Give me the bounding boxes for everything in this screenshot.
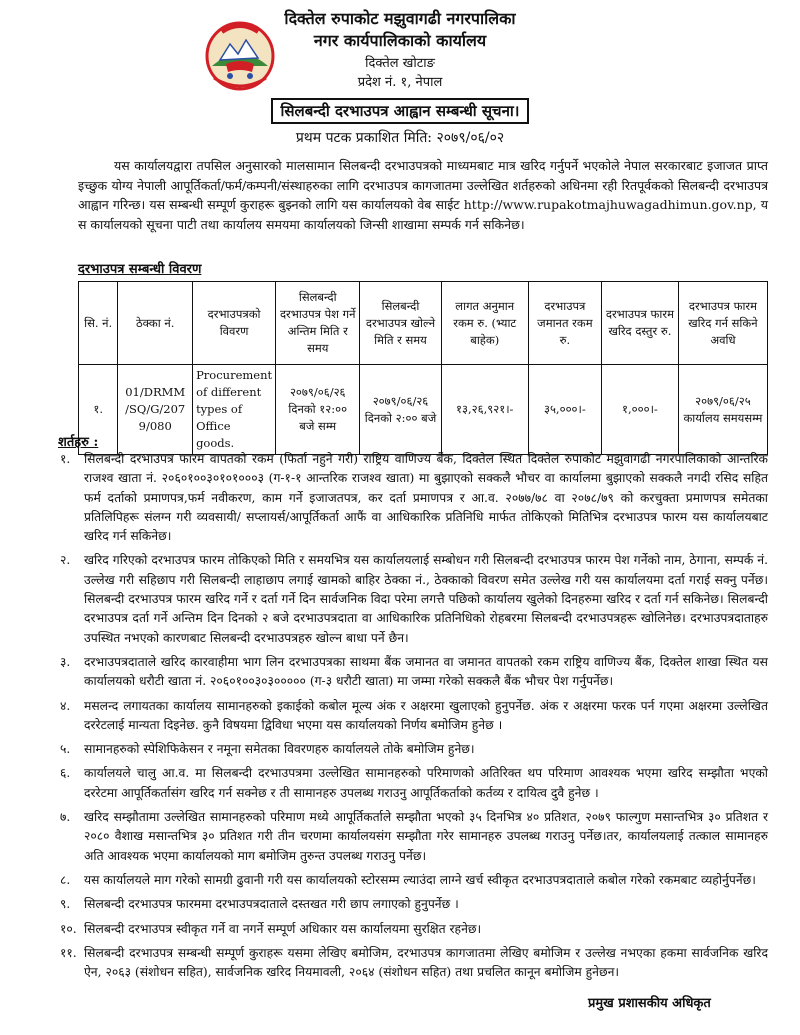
term-text: सिलबन्दी दरभाउपत्र फारम वापतको रकम (फिर्ता नहुने गरी) राष्ट्रिय वाणिज्य बैंक, दिक्तेल स्थित दिक्तेल रुपाकोट मझुवागढी नगरपालिकाको आन्तरिक राजश्व खाता नं. २०६०१००३०१०१०००३ (ग-१-१ आन्तरिक राजश्व खाता) मा बुझाएको सक्कलै भौचर वा कार्यालमा बुझाएको सक्कलै नगदी रसिद सहित फर्म दर्ताको प्रमाणपत्र,फर्म नवीकरण, काम गर्ने इजाजतपत्र, कर दर्ता प्रमाणपत्र र आ.व. २०७७/७८ वा २०७८/७९ को करचुक्ता प्रमाणपत्र समेतका प्रतिलिपिहरू संलग्न गरी व्यवसायी/ सप्लायर्स/आपूर्तिकर्ता आफैं वा आधिकारिक प्रतिनिधि मार्फत तोकिएको मितिभित्र दरभाउपत्र फारम यस कार्यालयबाट खरिद गर्न सकिनेछ। [84,452,768,544]
intro-paragraph [78,156,768,234]
cell-security: ३५,०००।- [528,365,601,455]
office-name: नगर कार्यपालिकाको कार्यालय [313,31,487,50]
intro-text: यस कार्यालयद्वारा तपसिल अनुसारको मालसामान सिलबन्दी दरभाउपत्रको माध्यमबाट मात्र खरिद गर्नुपर्ने भएकोले नेपाल सरकारबाट इजाजत प्राप्त इच्छुक योग्य नेपाली आपूर्तिकर्ता/फर्म/कम्पनी/संस्थाहरुका लागि दरभाउपत्र कागजातमा उल्लेखित शर्तहरुको अधिनमा रही रितपूर्वकको सिलबन्दी दरभाउपत्र आह्वान गरिन्छ। यस सम्बन्धी सम्पूर्ण कुराहरू बुझ्नको लागि यस कार्यालयको वेब साईट [78,158,768,212]
term-number: ८. [60,872,71,887]
term-number: ६. [60,766,71,781]
list-item [60,944,768,983]
list-item [60,697,768,736]
table-row [79,365,768,455]
list-item [60,653,768,692]
col-header-estimate: लागत अनुमान रकम रु. (भ्याट बाहेक) [441,282,528,365]
col-header-description: दरभाउपत्रको विवरण [193,282,276,365]
term-text: मसलन्द लगायतका कार्यालय सामानहरुको इकाईको कबोल मूल्य अंक र अक्षरमा खुलाएको हुनुपर्नेछ. अंक र अक्षरमा फरक पर्न गएमा अक्षरमा उल्लेखित दररेटलाई मान्यता दिइनेछ. कुनै विषयमा द्विविधा भएमा यस कार्यालयको निर्णय बमोजिम हुनेछ । [84,698,768,732]
cell-opening: २०७९/०६/२६ दिनको २:०० बजे [360,365,441,455]
cell-fee: १,०००।- [601,365,678,455]
signatory-title: प्रमुख प्रशासकीय अधिकृत [588,996,711,1011]
term-text: सामानहरुको स्पेशिफिकेसन र नमूना समेतका विवरणहरु कार्यालयले तोके बमोजिम हुनेछ। [84,742,475,757]
cell-contract: 01/DRMM /SQ/G/207 9/080 [118,365,193,455]
term-text: खरिद सम्झौतामा उल्लेखित सामानहरुको परिमाण मध्ये आपूर्तिकर्ताले सम्झौता भएको ३५ दिनभित्र ४० प्रतिशत, २०७९ फाल्गुण मसान्तभित्र ३० प्रतिशत र २०८० वैशाख मसान्तभित्र ३० प्रतिशत गरी तीन चरणमा कार्यालयसंग सम्झौता गरेर सामानहरु उपलब्ध गराउनु पर्नेछ।तर, कार्यालयलाई तत्काल सामानहरु अति आवश्यक भएमा कार्यालयको माग बमोजिम तुरुन्त उपलब्ध गराउनु पर्नेछ। [84,810,768,863]
terms-title: शर्तहरु : [58,435,99,450]
cell-sn: १. [79,365,118,455]
col-header-contract: ठेक्का नं. [118,282,193,365]
cell-description: Procurement of different types of Office goods. [193,365,276,455]
notice-title: सिलबन्दी दरभाउपत्र आह्वान सम्बन्धी सूचना। [271,98,530,124]
terms-list [60,450,768,987]
col-header-opening: सिलबन्दी दरभाउपत्र खोल्ने मिति र समय [360,282,441,365]
list-item [60,740,768,759]
list-item [60,764,768,803]
cell-estimate: १३,२६,९२१।- [441,365,528,455]
term-number: १०. [60,921,77,936]
term-number: ७. [60,810,71,825]
col-header-sn: सि. नं. [79,282,118,365]
province: प्रदेश नं. १, नेपाल [357,75,443,90]
letterhead [0,8,800,148]
list-item [60,895,768,914]
list-item [60,551,768,647]
term-number: ९. [60,897,71,912]
col-header-fee: दरभाउपत्र फारम खरिद दस्तुर रु. [601,282,678,365]
term-number: ११. [60,945,77,960]
term-text: दरभाउपत्रदाताले खरिद कारवाहीमा भाग लिन दरभाउपत्रका साथमा बैंक जमानत वा जमानत वापतको रकम राष्ट्रिय वाणिज्य बैंक, दिक्तेल शाखा स्थित यस कार्यालयको धरौटी खाता नं. २०६०१००३०३००००० (ग-३ धरौटी खाता) मा जम्मा गरेको सक्कलै बैंक भौचर पेश गर्नुपर्नेछ। [84,654,768,689]
municipality-name: दिक्तेल रुपाकोट मझुवागढी नगरपालिका [284,9,516,28]
term-text: सिलबन्दी दरभाउपत्र स्वीकृत गर्ने वा नगर्ने सम्पूर्ण अधिकार यस कार्यालयमा सुरक्षित रहनेछ। [84,921,482,936]
term-text: सिलबन्दी दरभाउपत्र फारममा दरभाउपत्रदाताले दस्तखत गरी छाप लगाएको हुनुपर्नेछ । [84,897,459,912]
term-number: १. [60,452,71,466]
list-item [60,808,768,866]
intro-tail: यस कार्यालयको सूचना पाटी तथा कार्यालय समयमा कार्यालयको जिन्सी शाखामा सम्पर्क गर्न सकिनेछ। [78,197,768,232]
col-header-security: दरभाउपत्र जमानत रकम रु. [528,282,601,365]
term-number: ३. [60,654,71,669]
col-header-period: दरभाउपत्र फारम खरिद गर्न सकिने अवधि [678,282,767,365]
table-header-row [79,282,768,365]
cell-period: २०७९/०६/२५ कार्यालय समयसम्म [678,365,767,455]
section-title: दरभाउपत्र सम्बन्धी विवरण [78,262,202,277]
tender-table [78,281,768,455]
term-text: यस कार्यालयले माग गरेको सामग्री ढुवानी गरी यस कार्यालयको स्टोरसम्म ल्याउंदा लाग्ने खर्च स्वीकृत दरभाउपत्रदाताले कबोल गरेको रकमबाट व्यहोर्नुपर्नेछ। [84,872,756,887]
term-text: सिलबन्दी दरभाउपत्र सम्बन्धी सम्पूर्ण कुराहरू यसमा लेखिए बमोजिम, दरभाउपत्र कागजातमा लेखिए बमोजिम र उल्लेख नभएका हकमा सार्वजनिक खरिद ऐन, २०६३ (संशोधन सहित), सार्वजनिक खरिद नियमावली, २०६४ (संशोधन सहित) तथा प्रचलित कानून बमोजिम हुनेछन। [84,945,768,980]
list-item [60,871,768,890]
publish-date: प्रथम पटक प्रकाशित मिति: २०७९/०६/०२ [295,130,505,146]
term-number: ४. [60,698,71,713]
term-text: कार्यालयले चालु आ.व. मा सिलबन्दी दरभाउपत्रमा उल्लेखित सामानहरुको परिमाणको अतिरिक्त थप परिमाण आवश्यक भएमा खरिद सम्झौता भएको दररेटमा आपूर्तिकर्तासंग खरिद गर्न सक्नेछ र ती सामानहरु उपलब्ध गराउनु आपूर्तिकर्ताको कर्तव्य र दायित्व दुवै हुनेछ । [84,766,768,800]
list-item [60,920,768,939]
term-text: खरिद गरिएको दरभाउपत्र फारम तोकिएको मिति र समयभित्र यस कार्यालयलाई सम्बोधन गरी सिलबन्दी दरभाउपत्र फारम पेश गर्नेको नाम, ठेगाना, सम्पर्क नं. उल्लेख गरी सहिछाप गरी सिलबन्दी लाहाछाप लगाई खामको बाहिर ठेक्का नं., ठेक्काको विवरण समेत उल्लेख गरी यस कार्यालयमा दर्ता गराई सक्नु पर्नेछ। सिलबन्दी दरभाउपत्र फारम खरिद गर्ने र दर्ता गर्ने दिन सार्वजनिक विदा परेमा लगत्तै पछिको कार्यालय खुलेको दिनहरुमा खरिद र दर्ता गर्न सकिनेछ। सिलबन्दी दरभाउपत्र दर्ता गर्ने अन्तिम दिन दिनको २ बजे दरभाउपत्रदाता वा आधिकारिक प्रतिनिधिको रोहबरमा सिलबन्दी दरभाउपत्रहरू खोलिनेछ। दरभाउपत्रदाताहरु उपस्थित नभएको कारणबाट सिलबन्दी दरभाउपत्रहरु खोल्न बाधा पर्ने छैन। [84,553,768,645]
term-number: २. [60,553,71,568]
term-number: ५. [60,742,71,757]
website-link[interactable]: http://www.rupakotmajhuwagadhimun.gov.np, [463,197,757,212]
cell-submit: २०७९/०६/२६ दिनको १२:०० बजे सम्म [276,365,360,455]
list-item [60,450,768,546]
col-header-submit: सिलबन्दी दरभाउपत्र पेश गर्ने अन्तिम मिति र समय [276,282,360,365]
office-location: दिक्तेल खोटाङ [365,56,435,71]
